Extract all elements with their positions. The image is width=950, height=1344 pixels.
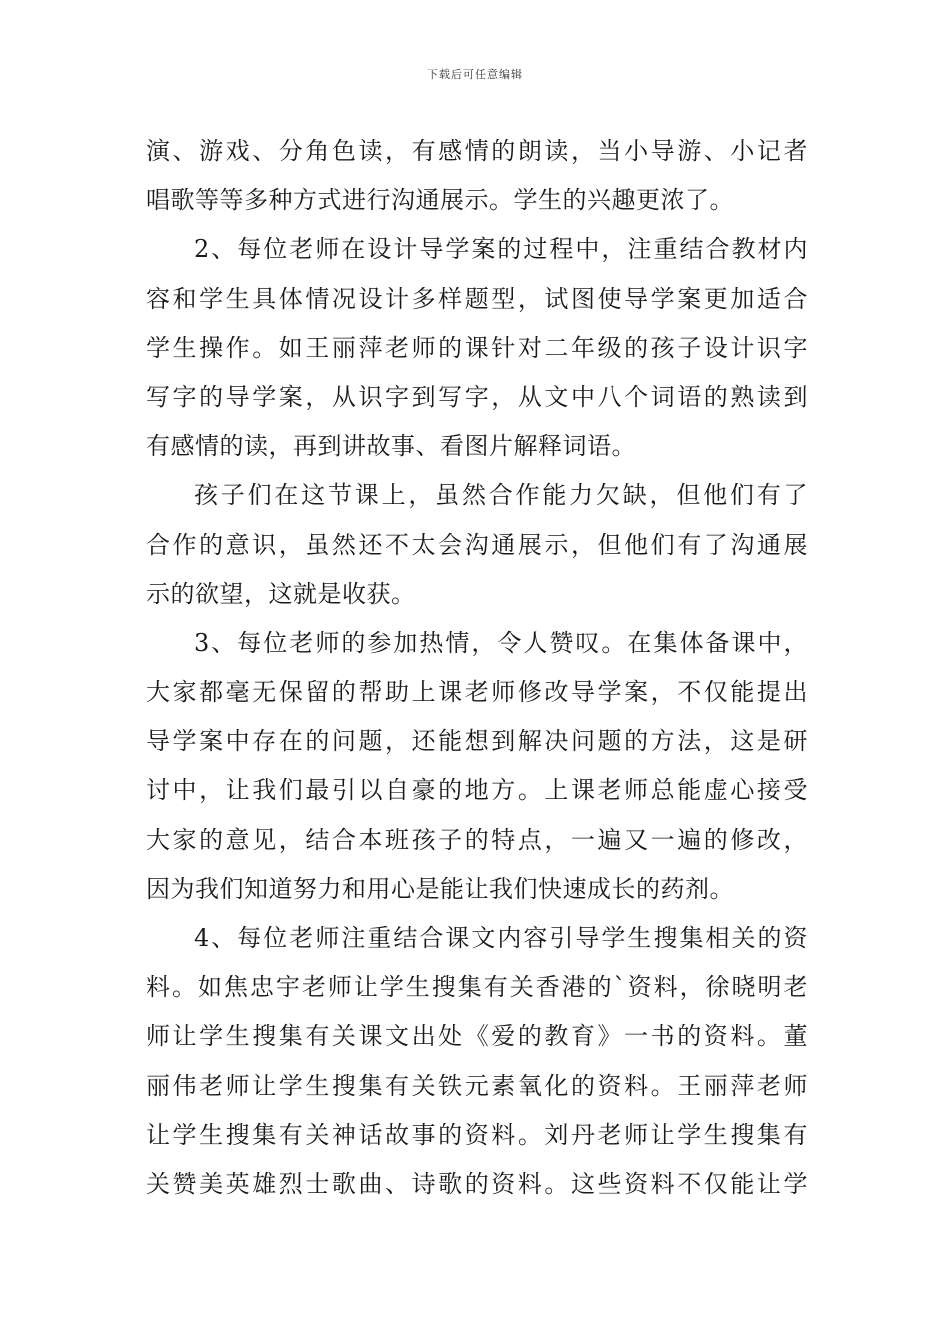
text-line: 4、每位老师注重结合课文内容引导学生搜集相关的资 xyxy=(194,924,808,952)
text-line: 演、游戏、分角色读，有感情的朗读，当小导游、小记者 xyxy=(146,137,808,165)
text-line: 师让学生搜集有关课文出处《爱的教育》一书的资料。董 xyxy=(146,1022,808,1051)
text-line: 孩子们在这节课上，虽然合作能力欠缺，但他们有了 xyxy=(194,481,808,510)
text-line: 唱歌等等多种方式进行沟通展示。学生的兴趣更浓了。 xyxy=(146,186,734,215)
text-line: 因为我们知道努力和用心是能让我们快速成长的药剂。 xyxy=(146,874,734,903)
text-line: 大家的意见，结合本班孩子的特点，一遍又一遍的修改， xyxy=(146,825,808,854)
text-line: 2、每位老师在设计导学案的过程中，注重结合教材内 xyxy=(194,235,808,264)
text-line: 导学案中存在的问题，还能想到解决问题的方法，这是研 xyxy=(146,727,808,756)
text-line: 写字的导学案，从识字到写字，从文中八个词语的熟读到 xyxy=(146,382,808,411)
text-line: 容和学生具体情况设计多样题型，试图使导学案更加适合 xyxy=(146,284,808,313)
text-line: 丽伟老师让学生搜集有关铁元素氧化的资料。王丽萍老师 xyxy=(146,1071,808,1100)
text-line: 料。如焦忠宇老师让学生搜集有关香港的`资料，徐晓明老 xyxy=(146,973,808,1002)
text-line: 讨中，让我们最引以自豪的地方。上课老师总能虚心接受 xyxy=(146,776,808,805)
text-line: 示的欲望，这就是收获。 xyxy=(146,579,416,608)
text-line: 3、每位老师的参加热情，令人赞叹。在集体备课中， xyxy=(194,628,808,657)
text-line: 合作的意识，虽然还不太会沟通展示，但他们有了沟通展 xyxy=(146,530,808,559)
text-line: 关赞美英雄烈士歌曲、诗歌的资料。这些资料不仅能让学 xyxy=(146,1169,808,1198)
text-line: 大家都毫无保留的帮助上课老师修改导学案，不仅能提出 xyxy=(146,678,808,707)
text-line: 学生操作。如王丽萍老师的课针对二年级的孩子设计识字 xyxy=(146,333,808,362)
text-line: 有感情的读，再到讲故事、看图片解释词语。 xyxy=(146,432,636,461)
page-header: 下载后可任意编辑 xyxy=(427,68,523,81)
text-line: 让学生搜集有关神话故事的资料。刘丹老师让学生搜集有 xyxy=(146,1120,808,1149)
document-body xyxy=(146,127,808,1209)
